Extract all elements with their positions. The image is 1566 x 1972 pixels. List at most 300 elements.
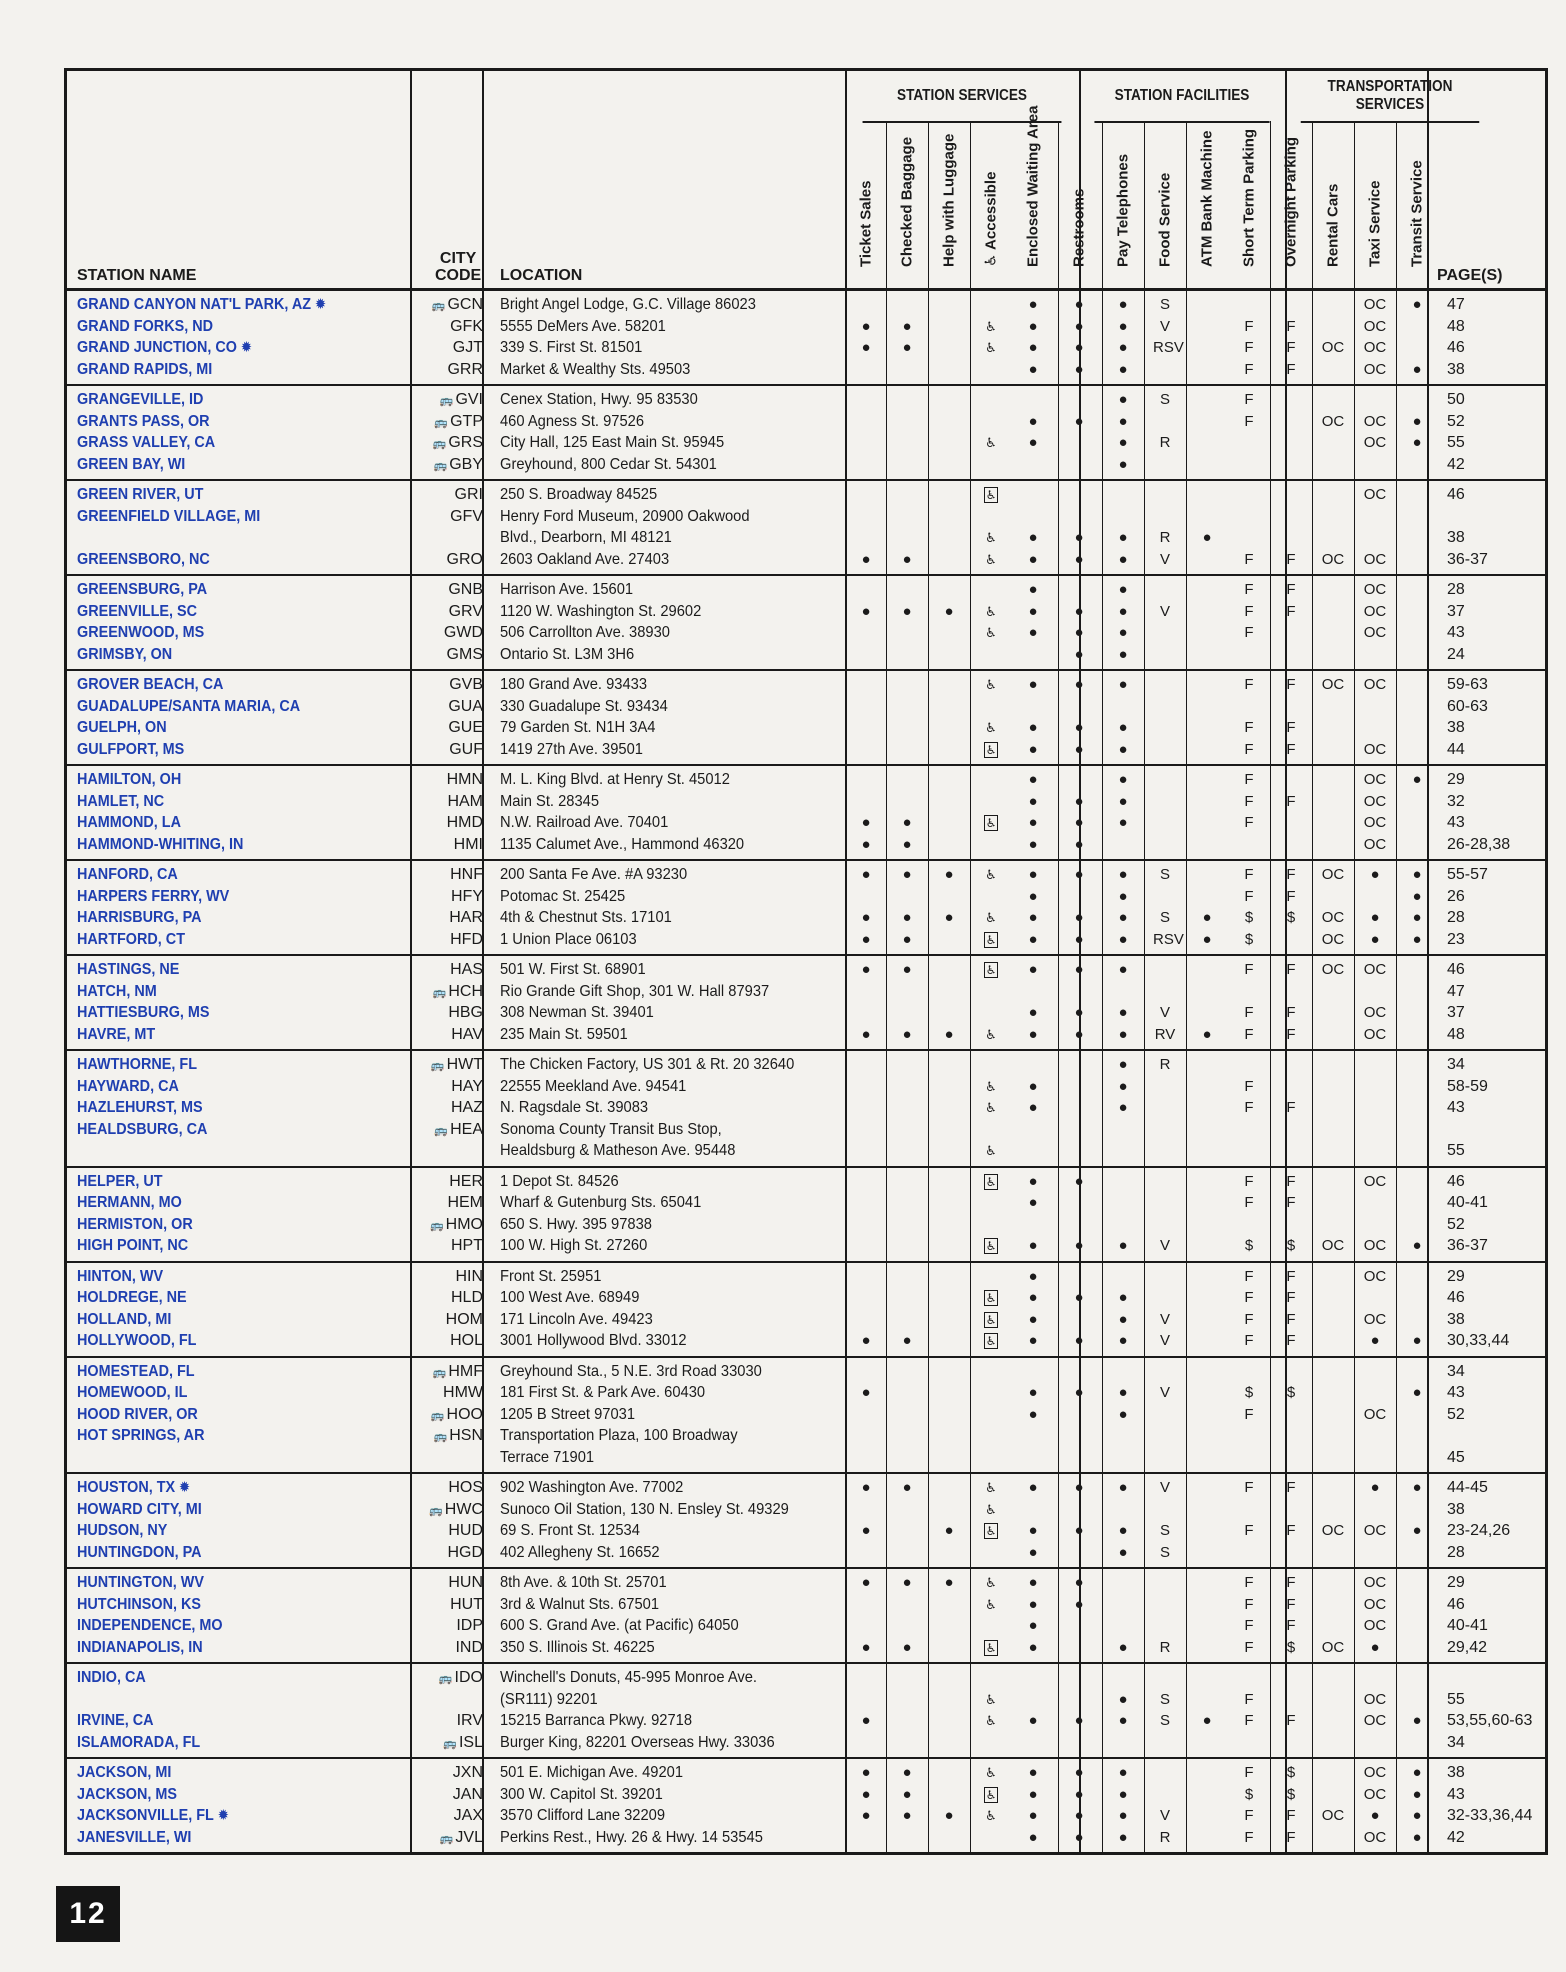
station-name: JACKSON, MI: [77, 1764, 172, 1781]
location: 300 W. Capitol St. 39201: [500, 1785, 663, 1803]
city-code: GRI: [454, 486, 483, 503]
pages: 38: [1447, 719, 1465, 736]
location: Rio Grande Gift Shop, 301 W. Hall 87937: [500, 982, 770, 1000]
cell-value: F: [1244, 1289, 1254, 1306]
cell-value: ●: [1118, 1004, 1128, 1021]
location: 200 Santa Fe Ave. #A 93230: [500, 866, 688, 883]
bus-icon: 🚌: [439, 1832, 454, 1845]
station-name: HARPERS FERRY, WV: [77, 887, 230, 905]
cell-value: F: [1244, 866, 1254, 883]
cell-value: ●: [902, 835, 912, 853]
cell-value: ●: [861, 317, 871, 335]
pages: 32-33,36,44: [1447, 1807, 1533, 1824]
station-name: JACKSON, MS: [77, 1785, 178, 1803]
cell-value: ●: [1028, 1617, 1038, 1634]
cell-value: F: [1286, 1289, 1296, 1306]
cell-value: ●: [1412, 771, 1422, 788]
header-col-help-with-luggage: Help with Luggage: [940, 133, 958, 267]
city-code: 🚌 GVI: [423, 389, 483, 412]
pages: 52: [1447, 1215, 1465, 1233]
table-row: [67, 1192, 1545, 1214]
pages: 44-45: [1447, 1479, 1488, 1496]
cell-value: V: [1159, 1004, 1170, 1021]
cell-value: V: [1159, 1310, 1170, 1328]
city-code: HOM: [445, 1310, 483, 1328]
cell-value: ●: [861, 339, 871, 356]
pages: 43: [1447, 624, 1465, 641]
cell-value: OC: [1363, 1522, 1387, 1539]
cell-value: ●: [1028, 1712, 1038, 1729]
city-code: 🚌 HCH: [423, 981, 483, 1004]
station-name: HOMEWOOD, IL: [77, 1384, 188, 1401]
wheelchair-boxed-icon: ♿: [985, 1291, 997, 1305]
table-row: [67, 484, 1545, 506]
cell-value: F: [1286, 317, 1296, 335]
location: 22555 Meekland Ave. 94541: [500, 1077, 687, 1095]
city-code: JAX: [453, 1807, 483, 1824]
location: 330 Guadalupe St. 93434: [500, 697, 668, 715]
table-row: [67, 1382, 1545, 1404]
cell-value: OC: [1363, 740, 1387, 758]
cell-value: F: [1244, 814, 1254, 831]
cell-value: F: [1244, 1828, 1254, 1846]
cell-value: ●: [1118, 1522, 1128, 1539]
wheelchair-icon: ♿: [985, 1100, 997, 1115]
cell-value: OC: [1363, 1267, 1387, 1285]
table-row: [67, 1054, 1545, 1076]
cell-value: ●: [1028, 360, 1038, 378]
cell-value: OC: [1363, 676, 1387, 693]
cell-value: ●: [1118, 1056, 1128, 1073]
wheelchair-icon: ♿: [985, 530, 997, 545]
cell-value: S: [1159, 391, 1170, 408]
pages: 30,33,44: [1447, 1332, 1510, 1349]
city-code: HLD: [450, 1289, 483, 1306]
cell-value: F: [1286, 961, 1296, 978]
pages: 60-63: [1447, 697, 1488, 715]
pages: 46: [1447, 1172, 1465, 1190]
cell-value: ●: [1028, 740, 1038, 758]
table-row: [67, 549, 1545, 571]
location: 5555 DeMers Ave. 58201: [500, 317, 666, 335]
location: Winchell's Donuts, 45-995 Monroe Ave.: [500, 1669, 758, 1686]
cell-value: ●: [1074, 1332, 1084, 1349]
cell-value: ●: [1412, 1828, 1422, 1846]
pages: 37: [1447, 1004, 1465, 1021]
table-row: [67, 812, 1545, 834]
cell-value: OC: [1363, 1785, 1387, 1803]
cell-value: ●: [1028, 434, 1038, 451]
group-station-facilities: STATION FACILITIES: [1094, 71, 1269, 123]
cell-value: OC: [1363, 1595, 1387, 1613]
wheelchair-boxed-icon: ♿: [985, 1640, 997, 1655]
wheelchair-icon: ♿: [985, 1808, 997, 1823]
pages: 55: [1447, 1142, 1465, 1159]
location: Greyhound, 800 Cedar St. 54301: [500, 455, 717, 473]
cell-value: ●: [1074, 1764, 1084, 1781]
cell-value: ●: [1412, 1384, 1422, 1401]
cell-value: S: [1159, 909, 1170, 926]
cell-value: OC: [1321, 550, 1345, 568]
table-row: [67, 359, 1545, 381]
cell-value: F: [1244, 1479, 1254, 1496]
table-row: [67, 1572, 1545, 1594]
cell-value: ●: [861, 550, 871, 568]
pages: 52: [1447, 1405, 1465, 1423]
cell-value: V: [1159, 1807, 1170, 1824]
cell-value: ●: [1028, 1828, 1038, 1846]
city-code: 🚌 HWT: [423, 1054, 483, 1077]
cell-value: ●: [1118, 1828, 1128, 1846]
table-row: [67, 1732, 1545, 1754]
station-name: HOWARD CITY, MI: [77, 1500, 202, 1518]
station-name: HOLLAND, MI: [77, 1310, 172, 1328]
location: 69 S. Front St. 12534: [500, 1522, 640, 1539]
cell-value: OC: [1363, 1310, 1387, 1328]
cell-value: OC: [1363, 1025, 1387, 1043]
cell-value: S: [1159, 1712, 1170, 1729]
city-code: HFD: [450, 930, 483, 948]
cell-value: F: [1244, 339, 1254, 356]
table-row: [67, 907, 1545, 929]
pages: 38: [1447, 529, 1465, 546]
pages: 46: [1447, 961, 1465, 978]
cell-value: ●: [1074, 602, 1084, 620]
station-name: HAVRE, MT: [77, 1025, 156, 1043]
cell-value: ●: [1412, 1785, 1422, 1803]
cell-value: ●: [1412, 1807, 1422, 1824]
station-name: INDIO, CA: [77, 1669, 146, 1686]
cell-value: ●: [1118, 1237, 1128, 1254]
station-group: [67, 1569, 1545, 1664]
station-group: [67, 1358, 1545, 1475]
wheelchair-icon: ♿: [985, 1713, 997, 1728]
location: 1 Union Place 06103: [500, 930, 637, 948]
cell-value: ●: [1028, 1099, 1038, 1116]
cell-value: ●: [1028, 339, 1038, 356]
table-row: [67, 717, 1545, 739]
city-code: HMI: [453, 835, 483, 853]
cell-value: OC: [1363, 624, 1387, 641]
location: Blvd., Dearborn, MI 48121: [500, 529, 672, 546]
city-code: 🚌 GCN: [423, 294, 483, 317]
cell-value: ●: [1118, 930, 1128, 948]
cell-value: ●: [1370, 930, 1380, 948]
table-row: [67, 579, 1545, 601]
cell-value: F: [1244, 1172, 1254, 1190]
wheelchair-icon: ♿: [985, 1078, 997, 1094]
cell-value: RSV: [1153, 930, 1184, 948]
city-code: 🚌 IDO: [423, 1667, 483, 1690]
station-group: [67, 386, 1545, 481]
pages: 46: [1447, 339, 1465, 356]
wheelchair-icon: ♿: [985, 340, 997, 355]
cell-value: OC: [1363, 1828, 1387, 1846]
station-name: INDEPENDENCE, MO: [77, 1617, 223, 1634]
location: 402 Allegheny St. 16652: [500, 1543, 660, 1561]
pages: 45: [1447, 1448, 1465, 1466]
pages: 55: [1447, 434, 1465, 451]
cell-value: ●: [1118, 434, 1128, 451]
cell-value: OC: [1363, 339, 1387, 356]
header-col-overnight-parking: Overnight Parking: [1282, 136, 1300, 267]
cell-value: F: [1244, 1077, 1254, 1095]
cell-value: ●: [1118, 1310, 1128, 1328]
city-code: JXN: [452, 1764, 483, 1781]
station-name: HAYWARD, CA: [77, 1077, 179, 1095]
cell-value: OC: [1363, 360, 1387, 378]
table-row: [67, 1002, 1545, 1024]
cell-value: ●: [1412, 296, 1422, 313]
cell-value: F: [1286, 1595, 1296, 1613]
cell-value: F: [1286, 581, 1296, 598]
cell-value: ●: [861, 1479, 871, 1496]
header-location: LOCATION: [500, 267, 583, 284]
cell-value: ●: [1028, 1077, 1038, 1095]
bus-icon: 🚌: [439, 395, 454, 407]
location: Henry Ford Museum, 20900 Oakwood: [500, 507, 750, 525]
table-row: [67, 389, 1545, 411]
cell-value: ●: [1118, 1099, 1128, 1116]
cell-value: ●: [1370, 1638, 1380, 1656]
location: 650 S. Hwy. 395 97838: [500, 1215, 652, 1233]
cell-value: F: [1244, 740, 1254, 758]
cell-value: ●: [1028, 1785, 1038, 1803]
location: Main St. 28345: [500, 792, 600, 810]
wheelchair-icon: ♿: [985, 1575, 997, 1590]
wheelchair-boxed-icon: ♿: [985, 963, 997, 977]
cell-value: ●: [1118, 676, 1128, 693]
city-code: HAM: [447, 792, 483, 810]
cell-value: $: [1244, 1785, 1254, 1803]
table-row: [67, 1309, 1545, 1331]
location: Ontario St. L3M 3H6: [500, 645, 635, 663]
cell-value: OC: [1363, 434, 1387, 451]
pages: 46: [1447, 486, 1465, 503]
cell-value: F: [1286, 550, 1296, 568]
cell-value: F: [1286, 1172, 1296, 1190]
station-table: [64, 68, 1548, 1855]
cell-value: ●: [1074, 676, 1084, 693]
cell-value: OC: [1363, 1617, 1387, 1634]
cell-value: ●: [1074, 645, 1084, 663]
station-name: HEALDSBURG, CA: [77, 1120, 208, 1138]
cell-value: F: [1244, 1405, 1254, 1423]
cell-value: $: [1286, 1237, 1296, 1254]
wheelchair-icon: ♿: [985, 551, 997, 567]
cell-value: ●: [1118, 360, 1128, 378]
cell-value: F: [1244, 1099, 1254, 1116]
city-code: 🚌 GTP: [423, 411, 483, 434]
city-code: 🚌 HMF: [423, 1361, 483, 1384]
cell-value: ●: [1028, 1807, 1038, 1824]
cell-value: ●: [1412, 1522, 1422, 1539]
cell-value: OC: [1363, 961, 1387, 978]
pages: 34: [1447, 1362, 1465, 1380]
location: Cenex Station, Hwy. 95 83530: [500, 391, 698, 408]
cell-value: ●: [1118, 550, 1128, 568]
cell-value: OC: [1363, 792, 1387, 810]
location: 8th Ave. & 10th St. 25701: [500, 1574, 667, 1591]
cell-value: F: [1244, 1025, 1254, 1043]
cell-value: OC: [1363, 296, 1387, 313]
cell-value: F: [1286, 676, 1296, 693]
table-row: [67, 454, 1545, 476]
location: 339 S. First St. 81501: [500, 339, 643, 356]
pages: 38: [1447, 1310, 1465, 1328]
station-name: GREENFIELD VILLAGE, MI: [77, 507, 261, 525]
cell-value: ●: [1118, 1405, 1128, 1423]
cell-value: F: [1286, 1574, 1296, 1591]
cell-value: ●: [1028, 1004, 1038, 1021]
cell-value: ●: [1118, 391, 1128, 408]
location: 100 W. High St. 27260: [500, 1237, 648, 1254]
cell-value: ●: [1028, 1332, 1038, 1349]
cell-value: ●: [1118, 866, 1128, 883]
cell-value: R: [1159, 434, 1171, 451]
location: 1 Depot St. 84526: [500, 1172, 619, 1190]
cell-value: ●: [861, 1522, 871, 1539]
city-code: 🚌 HEA: [423, 1119, 483, 1142]
cell-value: ●: [1412, 866, 1422, 883]
cell-value: F: [1244, 887, 1254, 905]
pages: 46: [1447, 1289, 1465, 1306]
table-row: [67, 601, 1545, 623]
cell-value: ●: [1370, 1479, 1380, 1496]
station-name: GRAND FORKS, ND: [77, 317, 213, 335]
table-row: [67, 674, 1545, 696]
cell-value: OC: [1321, 909, 1345, 926]
cell-value: ●: [861, 866, 871, 883]
header-col-accessible: ♿ Accessible: [982, 171, 1000, 267]
pages: 29: [1447, 1267, 1465, 1285]
cell-value: ●: [861, 961, 871, 978]
cell-value: ●: [1412, 1332, 1422, 1349]
station-name: HATTIESBURG, MS: [77, 1004, 210, 1021]
cell-value: F: [1286, 1025, 1296, 1043]
table-row: [67, 696, 1545, 718]
cell-value: S: [1159, 1522, 1170, 1539]
cell-value: F: [1244, 1004, 1254, 1021]
cell-value: ●: [1074, 930, 1084, 948]
pages: 59-63: [1447, 676, 1488, 693]
cell-value: ●: [1074, 317, 1084, 335]
location: Perkins Rest., Hwy. 26 & Hwy. 14 53545: [500, 1828, 763, 1846]
cell-value: $: [1244, 1384, 1254, 1401]
cell-value: ●: [1118, 1025, 1128, 1043]
cell-value: ●: [1118, 909, 1128, 926]
pages: 36-37: [1447, 550, 1488, 568]
wheelchair-icon: ♿: [985, 1501, 997, 1517]
location: 501 W. First St. 68901: [500, 961, 646, 978]
table-row: [67, 1667, 1545, 1710]
cell-value: ●: [1118, 581, 1128, 598]
station-name: HAMMOND-WHITING, IN: [77, 835, 244, 853]
city-code: IND: [455, 1638, 483, 1656]
location: Greyhound Sta., 5 N.E. 3rd Road 33030: [500, 1362, 762, 1380]
bus-icon: 🚌: [430, 1409, 445, 1422]
pages: 50: [1447, 391, 1465, 408]
city-code: HMN: [446, 771, 483, 788]
table-row: [67, 1542, 1545, 1564]
cell-value: ●: [1028, 550, 1038, 568]
cell-value: ●: [1074, 1237, 1084, 1254]
cell-value: ●: [902, 1638, 912, 1656]
cell-value: F: [1244, 771, 1254, 788]
location: 79 Garden St. N1H 3A4: [500, 719, 656, 736]
cell-value: F: [1244, 792, 1254, 810]
cell-value: ●: [861, 1025, 871, 1043]
cell-value: $: [1244, 909, 1254, 926]
cell-value: F: [1244, 1522, 1254, 1539]
city-code: IDP: [456, 1617, 483, 1634]
station-name: HATCH, NM: [77, 982, 157, 1000]
table-row: [67, 959, 1545, 981]
station-group: [67, 766, 1545, 861]
cell-value: OC: [1321, 866, 1345, 883]
cell-value: F: [1244, 1194, 1254, 1211]
city-code: GFV: [450, 507, 483, 525]
cell-value: ●: [1028, 1405, 1038, 1423]
cell-value: OC: [1363, 581, 1387, 598]
location: City Hall, 125 East Main St. 95945: [500, 434, 725, 451]
cell-value: ●: [861, 602, 871, 620]
cell-value: OC: [1363, 1712, 1387, 1729]
wheelchair-icon: ♿: [985, 1026, 997, 1042]
location: The Chicken Factory, US 301 & Rt. 20 32640: [500, 1056, 795, 1073]
cell-value: ●: [1028, 1267, 1038, 1285]
wheelchair-boxed-icon: ♿: [985, 488, 997, 502]
city-code: HBG: [448, 1004, 483, 1021]
city-code: HAY: [451, 1077, 483, 1095]
station-name: HUNTINGTON, WV: [77, 1574, 204, 1591]
station-name: JANESVILLE, WI: [77, 1828, 192, 1846]
table-row: [67, 294, 1545, 316]
location: 3001 Hollywood Blvd. 33012: [500, 1332, 687, 1349]
city-code: 🚌 HWC: [423, 1499, 483, 1522]
cell-value: F: [1244, 1712, 1254, 1729]
station-group: [67, 1474, 1545, 1569]
location: Harrison Ave. 15601: [500, 581, 634, 598]
pages: 29,42: [1447, 1638, 1488, 1656]
cell-value: OC: [1363, 1574, 1387, 1591]
city-code: HMW: [443, 1384, 483, 1401]
cell-value: ●: [1028, 771, 1038, 788]
pages: 40-41: [1447, 1194, 1488, 1211]
location: 15215 Barranca Pkwy. 92718: [500, 1712, 693, 1729]
header-col-taxi-service: Taxi Service: [1366, 180, 1384, 267]
cell-value: ●: [1074, 1785, 1084, 1803]
pages: 43: [1447, 1785, 1465, 1803]
table-row: [67, 1330, 1545, 1352]
cell-value: F: [1286, 792, 1296, 810]
city-code: HGD: [447, 1543, 483, 1561]
pages: 38: [1447, 1764, 1465, 1781]
cell-value: ●: [1028, 719, 1038, 736]
cell-value: OC: [1363, 1004, 1387, 1021]
city-code: GVB: [449, 676, 483, 693]
city-code: HUN: [448, 1574, 483, 1591]
table-row: [67, 1499, 1545, 1521]
location: (SR111) 92201: [500, 1690, 598, 1708]
table-row: [67, 1171, 1545, 1193]
pages: 43: [1447, 1384, 1465, 1401]
location: 4th & Chestnut Sts. 17101: [500, 909, 672, 926]
location: N. Ragsdale St. 39083: [500, 1099, 649, 1116]
location: 250 S. Broadway 84525: [500, 486, 658, 503]
cell-value: ●: [1028, 317, 1038, 335]
table-row: [67, 981, 1545, 1003]
